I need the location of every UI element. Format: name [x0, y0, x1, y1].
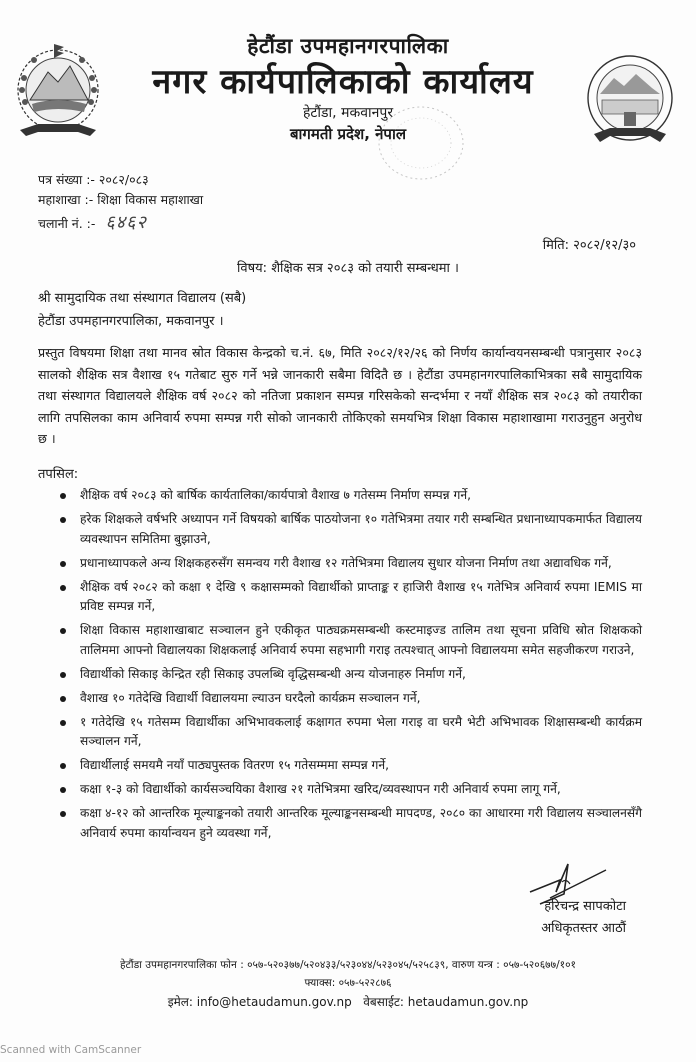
list-item: कक्षा १-३ को विद्यार्थीको कार्यसञ्चयिका वैशाख २१ गतेभित्रमा खरिद/व्यवस्थापन गरी अनिवार्य रुपमा लागू गर्ने,	[56, 780, 642, 800]
dispatch-label: चलानी नं. :-	[38, 216, 96, 231]
letter-number-row	[38, 171, 149, 188]
list-item: हरेक शिक्षकले वर्षभरि अध्यापन गर्ने विषयको बार्षिक पाठयोजना १० गतेभित्रमा तयार गरी सम्बन्धित प्रधानाध्यापकमार्फत विद्यालय व्यवस्थापन समितिमा बुझाउने,	[56, 510, 642, 549]
website-label: वेबसाईट:	[363, 995, 404, 1009]
division-value: शिक्षा विकास महाशाखा	[97, 192, 204, 207]
letter-date	[543, 235, 636, 253]
footer-fax: फ्याक्स: ०५७-५२२८७६	[304, 977, 392, 989]
body-paragraph: प्रस्तुत विषयमा शिक्षा तथा मानव स्रोत विकास केन्द्रको च.नं. ६७, मिति २०८२/१२/२६ को निर्णय कार्यान्वयनसम्बन्धी पत्रानुसार २०८३ सालको शैक्षिक सत्र वैशाख १५ गतेबाट सुरु गर्ने भन्ने जानकारी सबैमा विदितै छ । हेटौंडा उपमहानगरपालिकाभित्रका सबै सामुदायिक तथा संस्थागत विद्यालयले शैक्षिक वर्ष २०८२ को नतिजा प्रकाशन सम्पन्न गरिसकेको सन्दर्भमा र नयाँ शैक्षिक सत्र २०८३ को तयारीका लागि तपसिलका काम अनिवार्य रुपमा सम्पन्न गरी सोको जानकारी तोकिएको समयभित्र शिक्षा विकास महाशाखामा गराउनुहुन अनुरोध छ ।	[38, 345, 642, 446]
bullet-icon	[60, 811, 66, 817]
list-item: कक्षा ४-१२ को आन्तरिक मूल्याङ्कनको तयारी आन्तरिक मूल्याङ्कनसम्बन्धी मापदण्ड, २०८० का आधारमा गरी विद्यालय सञ्चालनसँगै अनिवार्य रुपमा कार्यान्वयन हुने व्यवस्था गर्ने,	[56, 804, 642, 843]
date-value: २०८२/१२/३०	[573, 238, 636, 253]
division-label: महाशाखा :-	[38, 192, 94, 207]
list-item: शैक्षिक वर्ष २०८२ को कक्षा १ देखि ९ कक्षासम्मको विद्यार्थीको प्राप्ताङ्क र हाजिरी वैशाख १५ गतेभित्र अनिवार्य रुपमा IEMIS मा प्रविष्ट सम्पन्न गर्ने,	[56, 578, 642, 617]
recipient-line-1: श्री सामुदायिक तथा संस्थागत विद्यालय (सबै)	[38, 291, 247, 306]
signatory-name: हरिचन्द्र सापकोटा	[544, 899, 626, 914]
office-name: नगर कार्यपालिकाको कार्यालय	[152, 62, 534, 102]
list-item: १ गतेदेखि १५ गतेसम्म विद्यार्थीका अभिभावकलाई कक्षागत रुपमा भेला गराइ वा घरमै भेटी अभिभावक शिक्षासम्बन्धी कार्यक्रम सञ्चालन गर्ने,	[56, 713, 642, 752]
bullet-icon	[60, 720, 66, 726]
letter-subject: विषय: शैक्षिक सत्र २०८३ को तयारी सम्बन्धमा ।	[237, 261, 459, 276]
list-item: वैशाख १० गतेदेखि विद्यार्थी विद्यालयमा ल्याउन घरदैलो कार्यक्रम सञ्चालन गर्ने,	[56, 689, 642, 709]
bullet-icon	[60, 787, 66, 793]
tapsil-label: तपसिल:	[38, 467, 79, 482]
task-list	[56, 486, 642, 848]
bullet-icon	[60, 493, 66, 499]
list-item: शैक्षिक वर्ष २०८३ को बार्षिक कार्यतालिका/कार्यपात्रो वैशाख ७ गतेसम्म निर्माण सम्पन्न गर्ने,	[56, 486, 642, 506]
bullet-icon	[60, 763, 66, 769]
bullet-icon	[60, 628, 66, 634]
bullet-icon	[60, 672, 66, 678]
recipient-line-2: हेटौंडा उपमहानगरपालिका, मकवानपुर ।	[38, 314, 224, 329]
bullet-icon	[60, 561, 66, 567]
division-row	[38, 191, 203, 208]
bullet-icon	[60, 585, 66, 591]
footer-web	[0, 993, 696, 1010]
office-stamp	[375, 103, 467, 183]
email-label: इमेल:	[167, 995, 193, 1009]
signatory-title: अधिकृतस्तर आठौं	[541, 921, 626, 936]
camscanner-watermark: Scanned with CamScanner	[0, 1044, 142, 1056]
office-province: बागमती प्रदेश, नेपाल	[289, 125, 407, 143]
list-item: विद्यार्थीको सिकाइ केन्द्रित रही सिकाइ उपलब्धि वृद्धिसम्बन्धी अन्य योजनाहरु निर्माण गर्ने,	[56, 665, 642, 685]
email-link[interactable]: info@hetaudamun.gov.np	[196, 995, 352, 1009]
footer-contacts: हेटौंडा उपमहानगरपालिका फोन : ०५७-५२०३७७/५२०४३३/५२३०४४/५२३०४५/५२५८३९, वारुण यन्त्र : ०५७-५२०६७७/१०१	[119, 959, 576, 971]
list-item: विद्यार्थीलाई समयमै नयाँ पाठ्यपुस्तक वितरण १५ गतेसम्ममा सम्पन्न गर्ने,	[56, 756, 642, 776]
list-item: शिक्षा विकास महाशाखाबाट सञ्चालन हुने एकीकृत पाठ्यक्रमसम्बन्धी कस्टमाइज्ड तालिम तथा सूचना प्रविधि स्रोत शिक्षकको तालिममा आफ्नो विद्यालयका शिक्षकलाई अनिवार्य रुपमा सहभागी गराइ तत्पश्चात् आफ्नो विद्यालयमा समेत सहजीकरण गराउने,	[56, 621, 642, 660]
dispatch-row	[38, 210, 147, 234]
bullet-icon	[60, 696, 66, 702]
date-label: मिति:	[542, 238, 570, 253]
dispatch-number-handwritten: ६४६२	[105, 212, 147, 233]
office-location: हेटौंडा, मकवानपुर	[302, 105, 394, 121]
letter-number-value: २०८२/०८३	[98, 172, 149, 187]
letter-number-label: पत्र संख्या :-	[38, 172, 95, 187]
list-item: प्रधानाध्यापकले अन्य शिक्षकहरुसँग समन्वय गरी वैशाख १२ गतेभित्रमा विद्यालय सुधार योजना निर्माण तथा अद्यावधिक गर्ने,	[56, 554, 642, 574]
bullet-icon	[60, 517, 66, 523]
municipality-name: हेटौंडा उपमहानगरपालिका	[247, 34, 449, 58]
website-link[interactable]: hetaudamun.gov.np	[407, 995, 529, 1009]
